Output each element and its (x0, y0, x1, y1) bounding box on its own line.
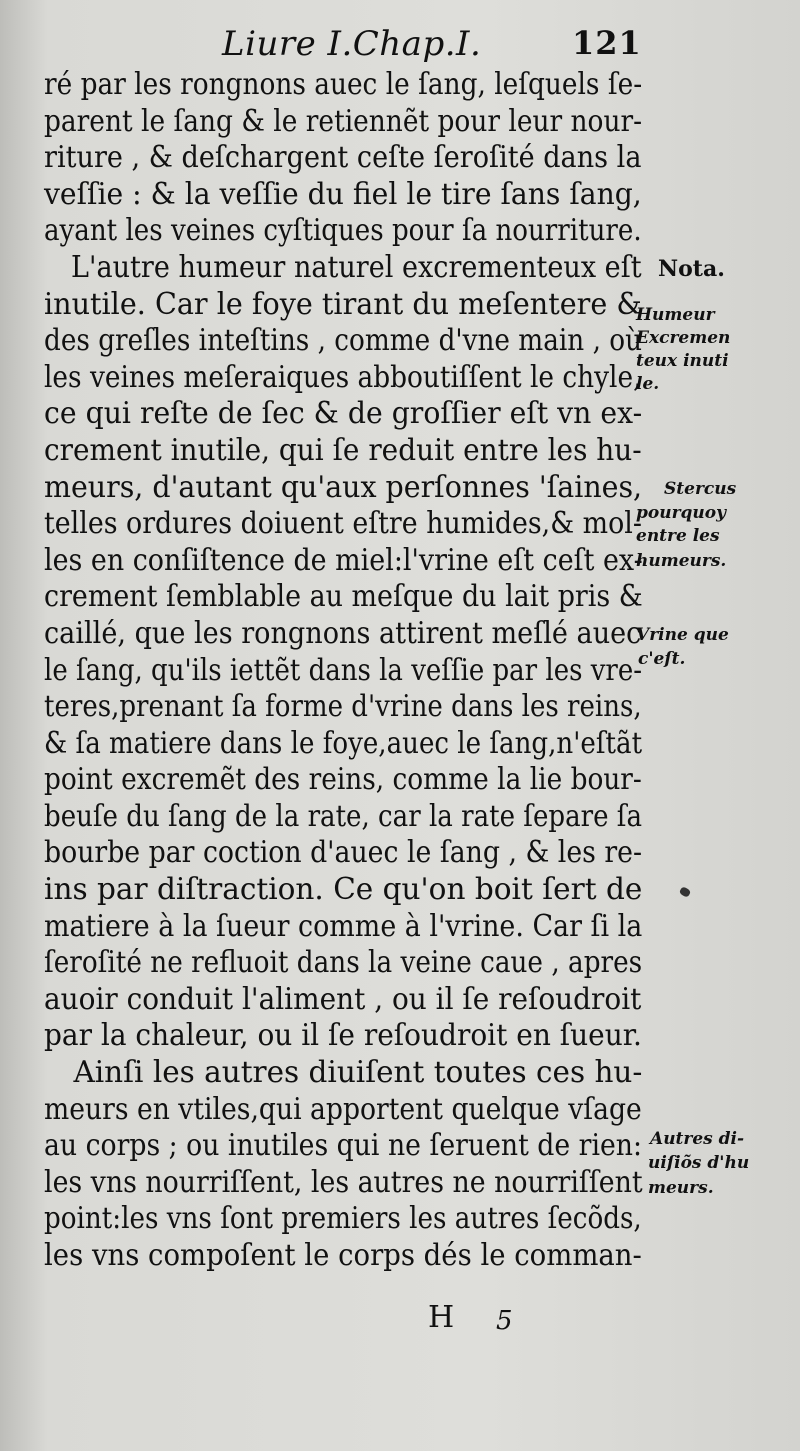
margin-note-nota: Nota. (658, 256, 725, 282)
margin-note: entre les (636, 526, 720, 546)
signature-mark: H (428, 1300, 455, 1335)
text-line: ré par les rongnons auec le ſang, leſquels ſe- (44, 67, 643, 102)
text-line: point:les vns ſont premiers les autres ſecõds, (44, 1201, 642, 1237)
text-line: les vns nourriſſent, les autres ne nourriſſent (44, 1164, 643, 1200)
text-line: Ainſi les autres diuiſent toutes ces hu- (73, 1055, 643, 1091)
text-line: crement inutile, qui ſe reduit entre les hu- (44, 432, 642, 468)
margin-note: pourquoy (636, 503, 727, 523)
margin-note: Autres di- (650, 1129, 745, 1149)
text-line: & ſa matiere dans le foye,auec le ſang,n'eſtãt (44, 725, 643, 761)
text-line: veſſie : & la veſſie du fiel le tire ſans ſang, (44, 176, 642, 212)
text-line: point excremẽt des reins, comme la lie bour- (44, 762, 642, 798)
text-line: ins par diſtraction. Ce qu'on boit ſert de (44, 872, 643, 908)
text-line: meurs en vtiles,qui apportent quelque vſage (44, 1091, 642, 1127)
text-line: beuſe du ſang de la rate, car la rate ſepare ſa (44, 798, 642, 834)
margin-note: uiſiõs d'hu (648, 1153, 750, 1173)
main-text-block (44, 67, 644, 1275)
margin-note: teux inuti (636, 351, 729, 371)
margin-note: Stercus (664, 479, 737, 499)
text-line: ſeroſité ne refluoit dans la veine caue , apres (44, 945, 643, 981)
text-line: les veines meſeraiques abboutiſſent le chyle, (44, 359, 642, 395)
text-line: auoir conduit l'aliment , ou il ſe reſoudroit (44, 981, 642, 1017)
text-line: inutile. Car le foye tirant du meſentere & (44, 286, 642, 322)
margin-note: Humeur (636, 305, 715, 325)
text-line: ayant les veines cyſtiques pour ſa nourriture. (44, 213, 642, 249)
ink-speck (679, 886, 692, 898)
margin-note: Vrine que (636, 625, 729, 645)
text-line: teres,prenant ſa forme d'vrine dans les reins, (44, 689, 642, 725)
text-line: matiere à la ſueur comme à l'vrine. Car ſi la (44, 908, 643, 944)
text-line: parent le ſang & le retiennẽt pour leur nour- (44, 103, 643, 139)
text-line: le ſang, qu'ils iettẽt dans la veſſie par les vre- (44, 652, 643, 688)
margin-note: humeurs. (636, 551, 727, 571)
margin-note: le. (636, 374, 660, 394)
text-line: riture , & deſchargent ceſte ſeroſité dans la (44, 140, 642, 176)
margin-note: Excremen (636, 328, 731, 348)
margin-note: meurs. (648, 1178, 714, 1198)
text-line: L'autre humeur naturel excrementeux eſt (71, 249, 642, 285)
text-line: bourbe par coction d'auec le ſang , & les re- (44, 835, 642, 871)
page-header (0, 18, 800, 68)
page-number: 121 (572, 24, 642, 62)
text-line: ce qui reſte de ſec & de groſſier eſt vn ex- (44, 396, 643, 432)
text-line: meurs, d'autant qu'aux perſonnes 'ſaines, (44, 469, 643, 505)
text-line: crement ſemblable au meſque du lait pris & (44, 579, 643, 615)
text-line: telles ordures doiuent eſtre humides,& mol- (44, 506, 642, 542)
text-line: caillé, que les rongnons attirent meſlé auec (44, 615, 642, 651)
text-line: les en conſiſtence de miel:l'vrine eſt ceſt ex- (44, 542, 643, 578)
text-line: au corps ; ou inutiles qui ne ſeruent de rien: (44, 1128, 642, 1164)
text-line: des greſles inteſtins , comme d'vne main , où (44, 323, 643, 359)
running-head: Liure I.Chap.I. (222, 24, 482, 64)
signature-number: 5 (496, 1306, 513, 1336)
margin-note: c'eſt. (638, 649, 686, 669)
text-line: par la chaleur, ou il ſe reſoudroit en ſueur. (44, 1018, 642, 1054)
page-footer (0, 1296, 800, 1346)
text-line: les vns compoſent le corps dés le comman- (44, 1238, 642, 1273)
